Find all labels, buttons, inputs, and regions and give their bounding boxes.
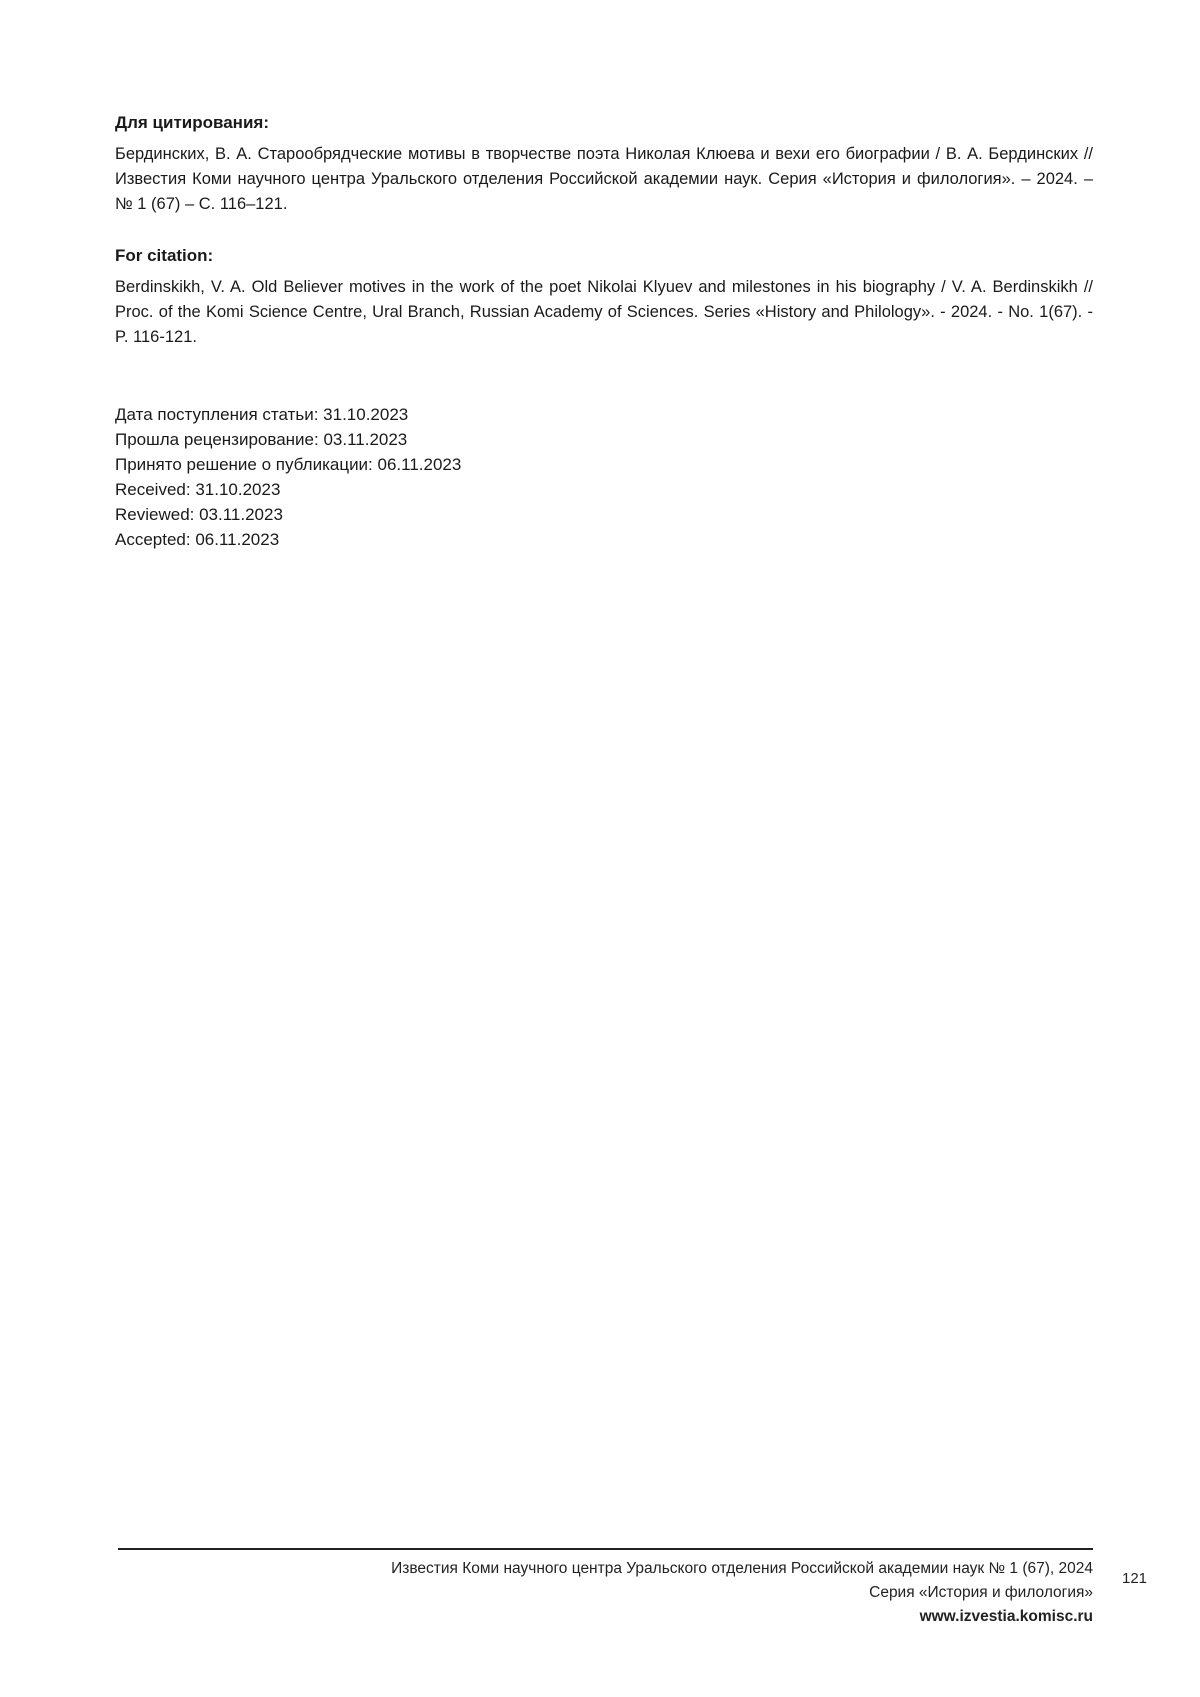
page-number: 121 [1122,1570,1148,1587]
footer-url: www.izvestia.komisc.ru [919,1608,1093,1625]
reviewed-date-en: Reviewed: 03.11.2023 [115,505,283,524]
citation-en-block [115,245,1093,350]
citation-ru-text: Бердинских, В. А. Старообрядческие мотивы в творчестве поэта Николая Клюева и вехи его биографии / В. А. Бердинских // Известия Коми научного центра Уральского отделения Российской академии наук. Серия «История и филология». – 2024. – № 1 (67) – С. 116–121. [115,145,1093,213]
citation-ru-heading: Для цитирования: [115,113,269,132]
footer-series: Серия «История и филология» [869,1584,1093,1601]
citation-ru-block [115,112,1093,217]
article-dates [115,402,1093,552]
received-date-en: Received: 31.10.2023 [115,480,281,499]
footer-journal-title: Известия Коми научного центра Уральского отделения Российской академии наук № 1 (67), 2024 [391,1560,1093,1577]
reviewed-date-ru: Прошла рецензирование: 03.11.2023 [115,430,408,449]
citation-en-text: Berdinskikh, V. A. Old Believer motives in the work of the poet Nikolai Klyuev and milestones in his biography / V. A. Berdinskikh // Proc. of the Komi Science Centre, Ural Branch, Russian Academy of Sciences. Series «History and Philology». - 2024. - No. 1(67). - P. 116-121. [115,278,1093,346]
footer-divider [118,1548,1093,1550]
page-content [115,112,1093,552]
page-footer [391,1557,1093,1629]
citation-en-heading: For citation: [115,246,214,265]
accepted-date-en: Accepted: 06.11.2023 [115,530,280,549]
received-date-ru: Дата поступления статьи: 31.10.2023 [115,405,409,424]
accepted-date-ru: Принято решение о публикации: 06.11.2023 [115,455,462,474]
